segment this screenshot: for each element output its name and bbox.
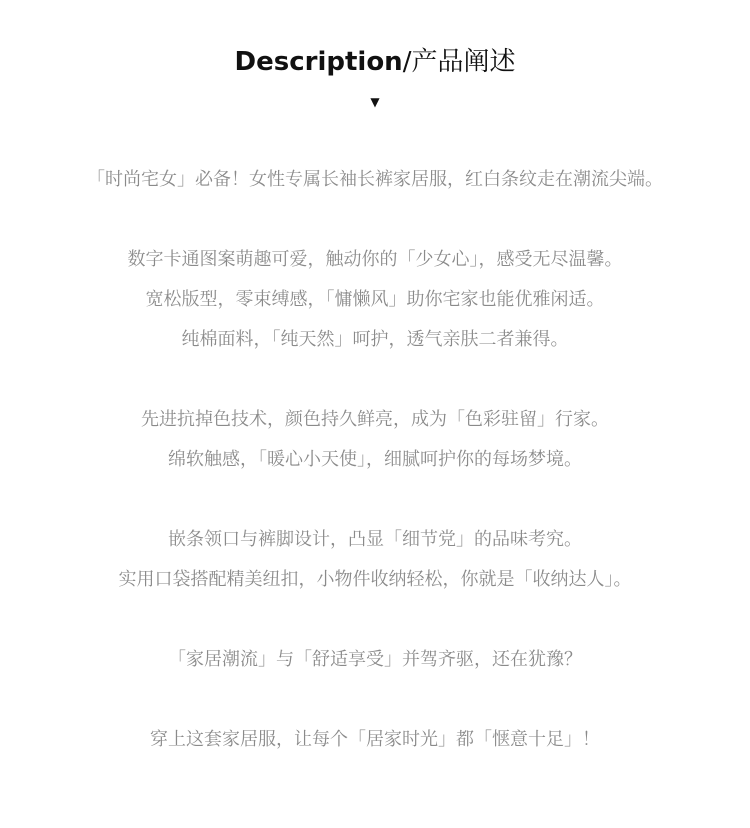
description-line: 「时尚宅女」必备！女性专属长袖长裤家居服，红白条纹走在潮流尖端。: [87, 169, 663, 190]
description-line: 绵软触感，「暖心小天使」，细腻呵护你的每场梦境。: [168, 449, 582, 470]
down-arrow-icon: ▼: [370, 95, 380, 109]
section-header: [0, 44, 750, 80]
title-chinese: /产品阐述: [402, 47, 516, 77]
description-line: 穿上这套家居服，让每个「居家时光」都「惬意十足」！: [150, 729, 600, 750]
description-line: 「家居潮流」与「舒适享受」并驾齐驱，还在犹豫？: [168, 649, 582, 670]
description-line: 实用口袋搭配精美纽扣，小物件收纳轻松，你就是「收纳达人」。: [118, 569, 632, 590]
title-english: Description: [234, 47, 403, 77]
description-line: 嵌条领口与裤脚设计，凸显「细节党」的品味考究。: [168, 529, 582, 550]
page-title: [0, 44, 750, 80]
description-line: 宽松版型，零束缚感，「慵懒风」助你宅家也能优雅闲适。: [145, 289, 605, 310]
description-line: 纯棉面料，「纯天然」呵护，透气亲肤二者兼得。: [181, 329, 569, 350]
description-line: 数字卡通图案萌趣可爱，触动你的「少女心」，感受无尽温馨。: [127, 249, 623, 270]
description-line: 先进抗掉色技术，颜色持久鲜亮，成为「色彩驻留」行家。: [141, 409, 609, 430]
